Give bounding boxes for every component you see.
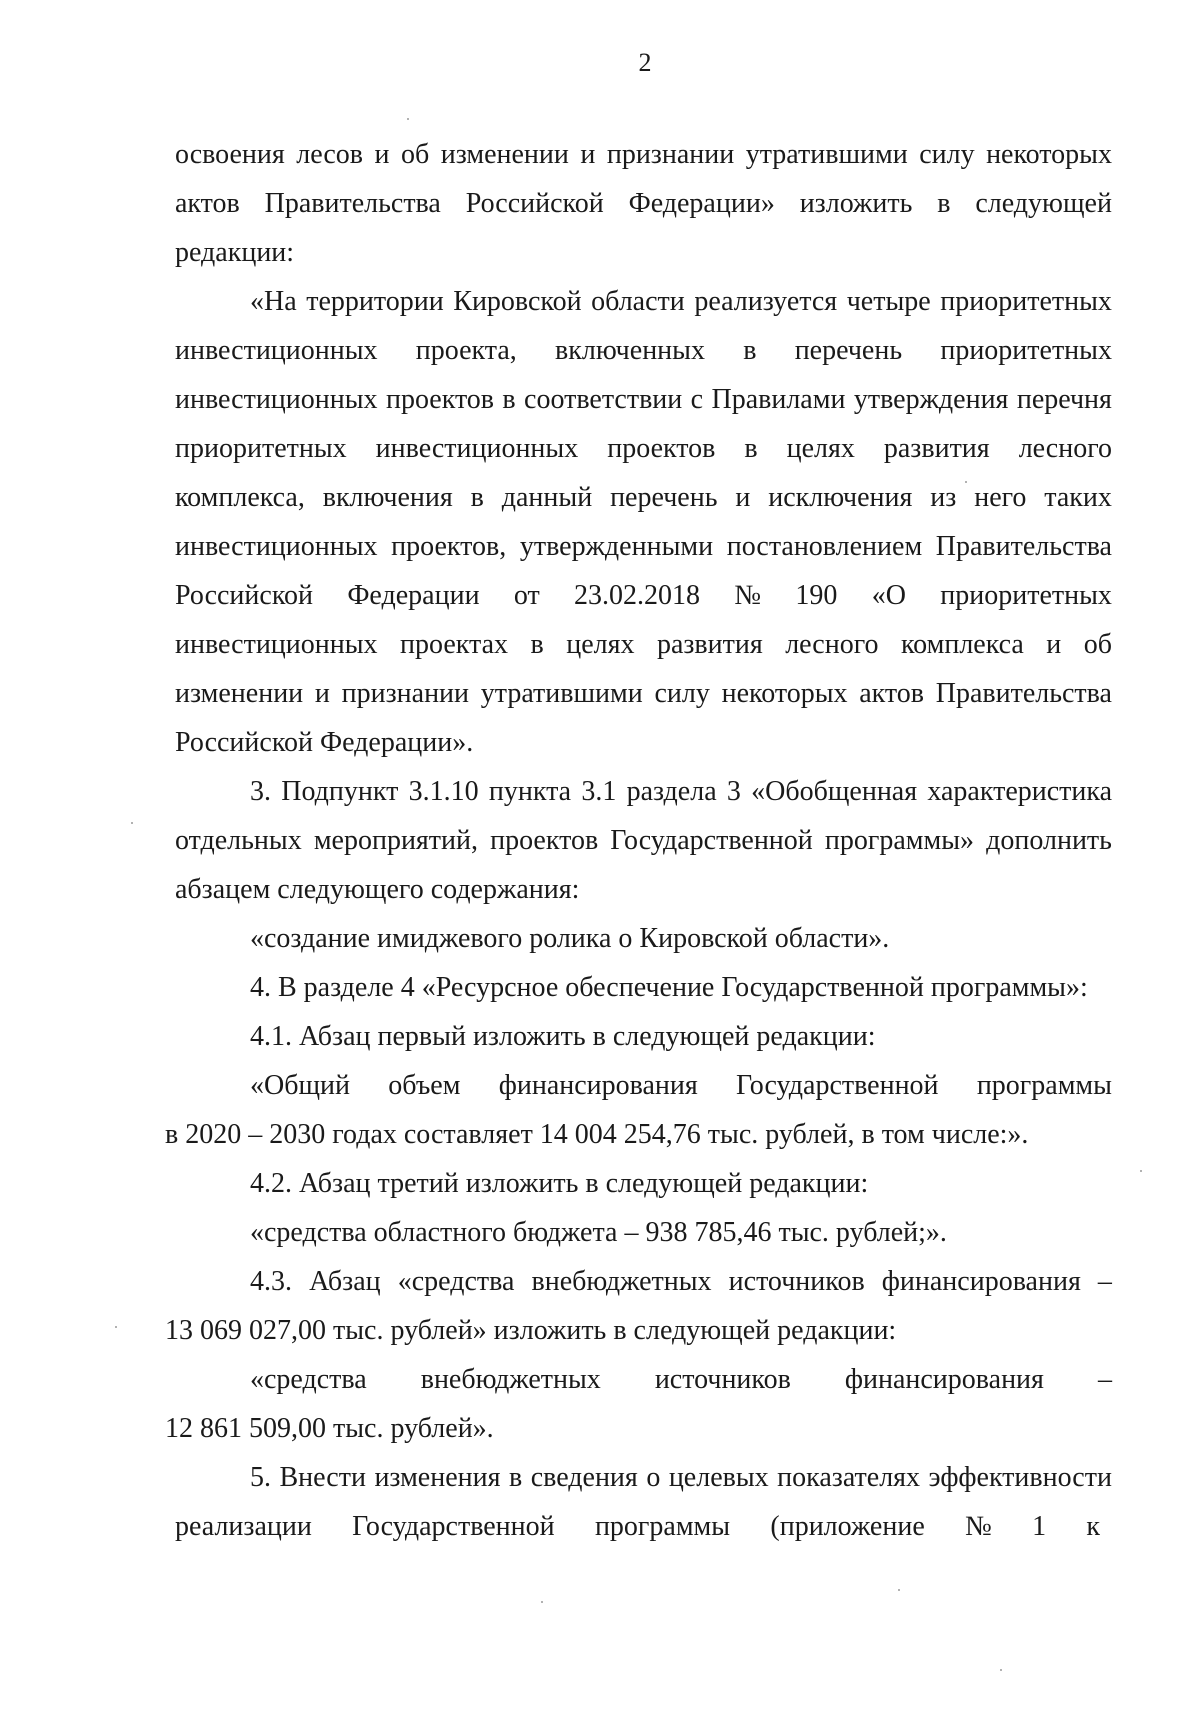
word: приоритетных xyxy=(175,433,347,464)
word: мероприятий, xyxy=(313,825,479,856)
word: «О xyxy=(871,580,906,611)
scan-speck xyxy=(407,118,409,120)
word: финансирования xyxy=(881,1266,1081,1297)
word: проекта, xyxy=(415,335,517,366)
word: отдельных xyxy=(175,825,302,856)
word: внебюджетных xyxy=(420,1364,601,1395)
word: таких xyxy=(1044,482,1112,513)
scan-speck xyxy=(965,481,967,483)
word: реализации xyxy=(175,1511,312,1542)
word: 4.3. xyxy=(250,1266,292,1297)
word: Государственной xyxy=(610,825,813,856)
word: инвестиционных xyxy=(175,531,378,562)
scan-speck xyxy=(898,1589,900,1591)
word: Государственной xyxy=(736,1070,939,1101)
word: проектов xyxy=(607,433,716,464)
word: 3 xyxy=(726,776,741,807)
word: Правилами xyxy=(711,384,846,415)
word: источников xyxy=(728,1266,865,1297)
word: программы xyxy=(976,1070,1112,1101)
word: включения xyxy=(322,482,453,513)
word: лесов xyxy=(296,139,364,170)
word: Федерации» xyxy=(628,188,775,219)
word: 3. xyxy=(250,776,271,807)
text-line xyxy=(175,628,1112,662)
word: развития xyxy=(883,433,990,464)
word: силу xyxy=(919,139,975,170)
text-line xyxy=(250,1265,1112,1299)
word: – xyxy=(1097,1266,1112,1297)
word: из xyxy=(930,482,957,513)
text-line xyxy=(250,1363,1112,1397)
word: проектов xyxy=(490,825,599,856)
word: эффективности xyxy=(928,1462,1112,1493)
word: 23.02.2018 xyxy=(574,580,701,611)
word: данный xyxy=(501,482,593,513)
scan-speck xyxy=(1000,1669,1002,1671)
text-line: 4.2. Абзац третий изложить в следующей редакции: xyxy=(250,1168,869,1199)
text-line xyxy=(175,1510,1100,1544)
word: в xyxy=(502,384,516,415)
word: сведения xyxy=(530,1462,638,1493)
word: Федерации xyxy=(347,580,480,611)
text-line: 4.1. Абзац первый изложить в следующей редакции: xyxy=(250,1021,876,1052)
text-line xyxy=(175,481,1112,515)
word: инвестиционных xyxy=(175,384,378,415)
word: Правительства xyxy=(935,678,1112,709)
word: и xyxy=(735,482,751,513)
word: о xyxy=(646,1462,661,1493)
text-line: «создание имиджевого ролика о Кировской области». xyxy=(250,923,890,954)
text-line xyxy=(250,775,1112,809)
word: 5. xyxy=(250,1462,271,1493)
word: (приложение xyxy=(770,1511,925,1542)
word: и xyxy=(374,139,390,170)
word: 190 xyxy=(795,580,838,611)
word: дополнить xyxy=(986,825,1112,856)
word: него xyxy=(974,482,1027,513)
word: силу xyxy=(654,678,710,709)
word: утвержденными xyxy=(519,531,714,562)
word: утратившими xyxy=(745,139,908,170)
word: признании xyxy=(341,678,470,709)
word: «средства xyxy=(397,1266,515,1297)
word: комплекса xyxy=(900,629,1024,660)
word: № xyxy=(734,580,762,611)
text-line: редакции: xyxy=(175,237,295,268)
scan-speck xyxy=(541,1601,543,1603)
text-line xyxy=(175,383,1112,417)
word: характеристика xyxy=(927,776,1112,807)
word: с xyxy=(690,384,704,415)
word: целях xyxy=(786,433,855,464)
word: 1 xyxy=(1032,1511,1047,1542)
word: приоритетных xyxy=(940,286,1112,317)
word: в xyxy=(530,629,544,660)
word: объем xyxy=(388,1070,461,1101)
word: следующей xyxy=(975,188,1112,219)
word: и xyxy=(314,678,330,709)
word: финансирования xyxy=(844,1364,1044,1395)
word: об xyxy=(1083,629,1112,660)
word: изложить xyxy=(799,188,913,219)
text-line xyxy=(175,138,1112,172)
text-line: Российской Федерации». xyxy=(175,727,474,758)
word: проектов, xyxy=(391,531,507,562)
word: Государственной xyxy=(352,1511,555,1542)
word: в xyxy=(937,188,951,219)
word: лесного xyxy=(785,629,879,660)
word: соответствии xyxy=(524,384,683,415)
word: 3.1.10 xyxy=(408,776,479,807)
word: «Общий xyxy=(250,1070,350,1101)
word: развития xyxy=(656,629,763,660)
text-line xyxy=(175,677,1112,711)
word: – xyxy=(1097,1364,1112,1395)
word: приоритетных xyxy=(940,580,1112,611)
text-line: «средства областного бюджета – 938 785,46 тыс. рублей;». xyxy=(250,1217,947,1248)
scan-speck xyxy=(115,1326,117,1328)
word: проектах xyxy=(400,629,509,660)
word: в xyxy=(743,335,757,366)
word: раздела xyxy=(626,776,717,807)
word: перечня xyxy=(1016,384,1112,415)
word: приоритетных xyxy=(940,335,1112,366)
word: перечень xyxy=(794,335,903,366)
word: 3.1 xyxy=(581,776,617,807)
word: инвестиционных xyxy=(375,433,579,464)
word: Российской xyxy=(175,580,313,611)
text-line xyxy=(175,530,1112,564)
word: постановлением xyxy=(726,531,923,562)
word: включенных xyxy=(555,335,705,366)
word: целях xyxy=(566,629,635,660)
word: исключения xyxy=(768,482,913,513)
word: Правительства xyxy=(264,188,441,219)
word: № xyxy=(965,1511,992,1542)
scan-speck xyxy=(1140,1170,1142,1172)
word: изменении xyxy=(440,139,569,170)
word: к xyxy=(1086,1511,1100,1542)
text-line: 4. В разделе 4 «Ресурсное обеспечение Государственной программы»: xyxy=(250,972,1088,1003)
word: показателях xyxy=(777,1462,921,1493)
page-number: 2 xyxy=(638,48,652,77)
text-line xyxy=(175,432,1112,466)
word: в xyxy=(509,1462,523,1493)
text-line xyxy=(175,187,1112,221)
word: актов xyxy=(859,678,924,709)
text-line xyxy=(175,334,1112,368)
word: изменения xyxy=(374,1462,501,1493)
word: целевых xyxy=(668,1462,769,1493)
text-line: абзацем следующего содержания: xyxy=(175,874,580,905)
word: Подпункт xyxy=(281,776,399,807)
text-line xyxy=(175,824,1112,858)
word: реализуется xyxy=(694,286,838,317)
word: инвестиционных xyxy=(175,335,378,366)
word: от xyxy=(513,580,540,611)
word: лесного xyxy=(1018,433,1112,464)
word: признании xyxy=(606,139,735,170)
word: области xyxy=(591,286,685,317)
word: источников xyxy=(654,1364,791,1395)
word: Абзац xyxy=(309,1266,381,1297)
word: изменении xyxy=(175,678,304,709)
word: и xyxy=(1046,629,1062,660)
word: четыре xyxy=(846,286,931,317)
word: финансирования xyxy=(498,1070,698,1101)
word: об xyxy=(400,139,430,170)
word: Правительства xyxy=(935,531,1112,562)
text-line xyxy=(250,1461,1112,1495)
word: в xyxy=(744,433,758,464)
word: «средства xyxy=(250,1364,367,1395)
scan-speck xyxy=(131,822,133,824)
word: Российской xyxy=(465,188,604,219)
word: утверждения xyxy=(853,384,1009,415)
word: освоения xyxy=(175,139,285,170)
word: территории xyxy=(306,286,444,317)
word: некоторых xyxy=(721,678,848,709)
text-line xyxy=(250,1069,1112,1103)
text-line: 13 069 027,00 тыс. рублей» изложить в следующей редакции: xyxy=(165,1315,897,1346)
word: внебюджетных xyxy=(531,1266,712,1297)
word: инвестиционных xyxy=(175,629,378,660)
word: и xyxy=(580,139,596,170)
text-line: 12 861 509,00 тыс. рублей». xyxy=(165,1413,494,1444)
word: актов xyxy=(175,188,240,219)
word: программы xyxy=(594,1511,731,1542)
text-line xyxy=(250,285,1112,319)
word: в xyxy=(470,482,484,513)
word: утратившими xyxy=(480,678,643,709)
word: Кировской xyxy=(453,286,582,317)
word: «Обобщенная xyxy=(751,776,918,807)
text-line: в 2020 – 2030 годах составляет 14 004 254,76 тыс. рублей, в том числе:». xyxy=(165,1119,1029,1150)
word: пункта xyxy=(488,776,572,807)
word: проектов xyxy=(385,384,495,415)
word: программы» xyxy=(824,825,975,856)
word: «На xyxy=(250,286,297,317)
word: перечень xyxy=(610,482,718,513)
word: комплекса, xyxy=(175,482,305,513)
word: некоторых xyxy=(986,139,1112,170)
text-line xyxy=(175,579,1112,613)
word: Внести xyxy=(279,1462,366,1493)
